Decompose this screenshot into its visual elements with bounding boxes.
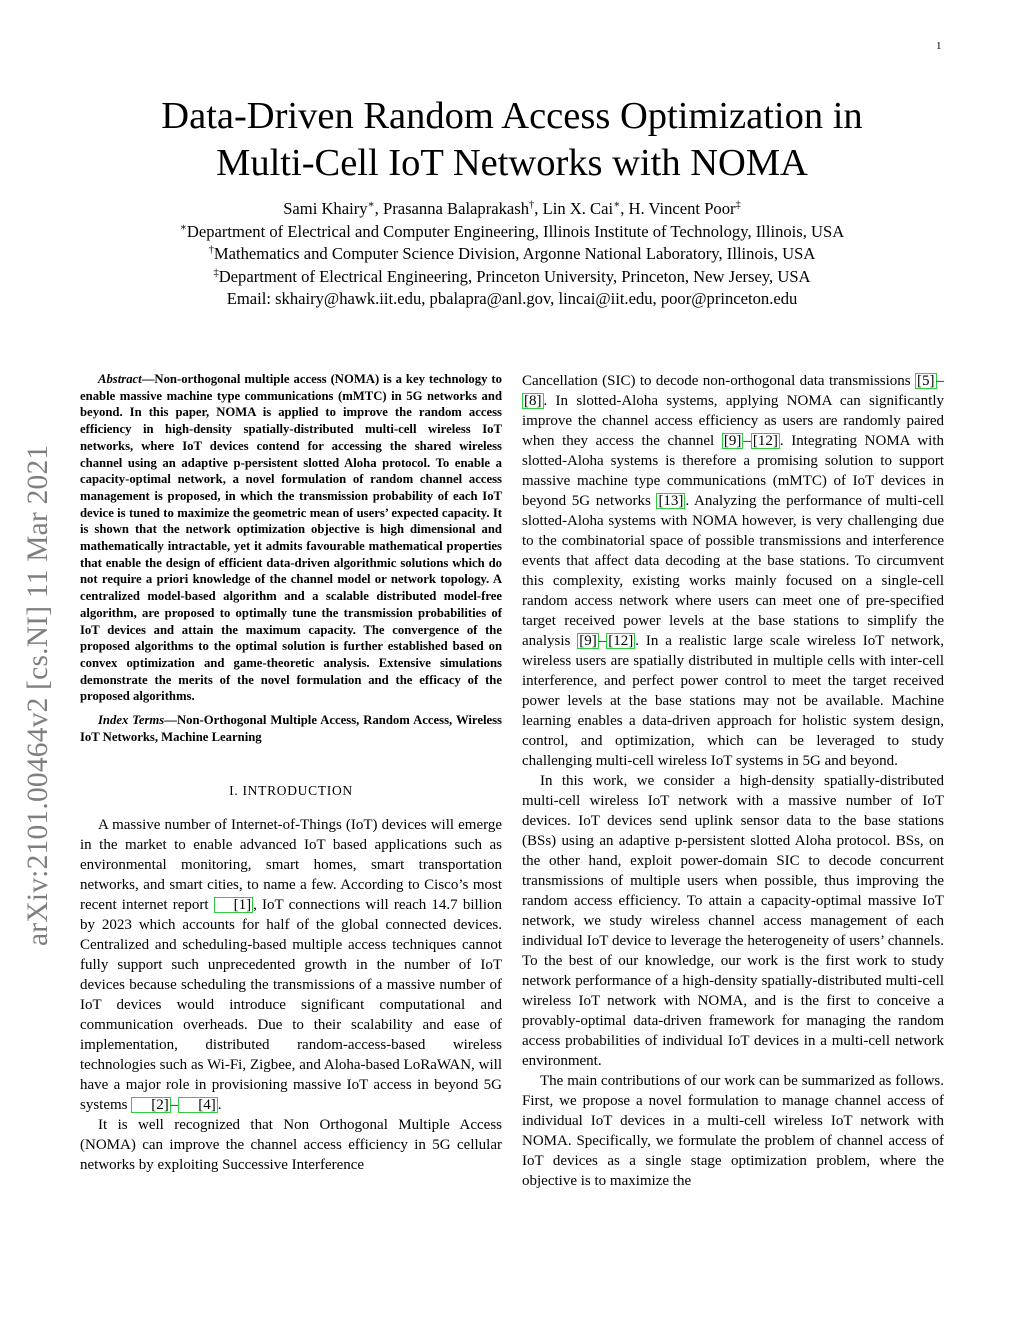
citation-link[interactable]: [8] bbox=[524, 393, 542, 409]
email-line: Email: skhairy@hawk.iit.edu, pbalapra@anl.gov, lincai@iit.edu, poor@princeton.edu bbox=[226, 289, 798, 308]
abstract-text: Non-orthogonal multiple access (NOMA) is a key technology to enable massive machine type communications (mMTC) in 5G networks and beyond. In this paper, NOMA is applied to improve the random access efficiency in high-density spatially-distributed multi-cell wireless IoT networks, where IoT devices contend for accessing the shared wireless channel using an adaptive p-persistent slotted Aloha protocol. To enable a capacity-optimal network, a novel formulation of random channel access management is proposed, in which the transmission probability of each IoT device is tuned to maximize the geometric mean of users’ expected capacity. It is shown that the network optimization objective is high dimensional and mathematically intractable, yet it admits favourable mathematical properties that enable the design of efficient data-driven algorithmic solutions which do not require a priori knowledge of the channel model or network topology. A centralized model-based algorithm and a scalable distributed model-free algorithm, are proposed to optimally tune the transmission probabilities of IoT devices and attain the maximum capacity. The convergence of the proposed algorithms to the optimal solution is further established based on convex optimization and game-theoretic analysis. Extensive simulations demonstrate the merits of the novel formulation and the efficacy of the proposed algorithms. bbox=[80, 372, 502, 704]
paragraph: Cancellation (SIC) to decode non-orthogonal data transmissions [5] –[8] . In slotted-Aloha systems, applying NOMA can significantly improve the channel access efficiency as users are randomly paired when they access the channel [9] – [12] . Integrating NOMA with slotted-Aloha systems is therefore a promising solution to support massive machine type communications (mMTC) of IoT devices in beyond 5G networks [13] . Analyzing the performance of multi-cell slotted-Aloha systems with NOMA however, is very challenging due to the combinatorial space of possible transmissions and interference events that affect data decoding at the base stations. To circumvent this complexity, existing works mainly focused on a single-cell random access network where users can meet one of pre-specified target received power levels at the base stations to simplify the analysis [9] – [12] . In a realistic large scale wireless IoT network, wireless users are spatially distributed in multiple cells with inter-cell interference, and perfect power control to meet the target received power levels at the base stations may not be available. Machine learning enables a data-driven approach for holistic system design, control, and optimization, which can be leveraged to study challenging multi-cell wireless IoT systems in 5G and beyond. bbox=[522, 373, 945, 769]
paragraph: The main contributions of our work can be summarized as follows. First, we propose a novel formulation to manage channel access of individual IoT devices in a multi-cell wireless IoT network with NOMA. Specifically, we formulate the problem of channel access of IoT devices as a single stage optimization problem, where the objective is to maximize the bbox=[522, 1073, 944, 1189]
affiliation-mark: ∗ bbox=[179, 221, 187, 233]
citation-link[interactable]: [5] bbox=[917, 373, 935, 389]
affiliation-mark: ‡ bbox=[735, 199, 741, 211]
author-name: H. Vincent Poor bbox=[628, 199, 736, 218]
affiliation-mark: † bbox=[529, 199, 535, 211]
affiliation-line: †Mathematics and Computer Science Division, Argonne National Laboratory, Illinois, USA bbox=[208, 244, 816, 263]
paragraph: A massive number of Internet-of-Things (IoT) devices will emerge in the market to enable advanced IoT based applications such as environmental monitoring, smart homes, smart transportation networks, and smart cities, to name a few. According to Cisco’s most recent internet report [1] , IoT connections will reach 14.7 billion by 2023 which accounts for half of the global connected devices. Centralized and scheduling-based multiple access techniques cannot fully support such unprecedented growth in the number of IoT devices because scheduling the transmissions of a massive number of IoT devices would introduce significant computational and communication overheads. Due to their scalability and ease of implementation, distributed random-access-based wireless technologies such as Wi-Fi, Zigbee, and Aloha-based LoRaWAN, will have a major role in provisioning massive IoT access in beyond 5G systems [2] – [4] . bbox=[80, 817, 502, 1114]
title-line-1: Data-Driven Random Access Optimization in bbox=[161, 95, 863, 137]
affiliation-mark: † bbox=[208, 244, 214, 256]
title-line-2: Multi-Cell IoT Networks with NOMA bbox=[216, 142, 808, 184]
paragraph: It is well recognized that Non Orthogonal Multiple Access (NOMA) can improve the channel access efficiency in 5G cellular networks by exploiting Successive Interference bbox=[80, 1117, 502, 1174]
abstract: Abstract—Non-orthogonal multiple access (NOMA) is a key technology to enable massive machine type communications (mMTC) in 5G networks and beyond. In this paper, NOMA is applied to improve the random access efficiency in high-density spatially-distributed multi-cell wireless IoT networks, where IoT devices contend for accessing the shared wireless channel using an adaptive p-persistent slotted Aloha protocol. To enable a capacity-optimal network, a novel formulation of random channel access management is proposed, in which the transmission probability of each IoT device is tuned to maximize the geometric mean of users’ expected capacity. It is shown that the network optimization objective is high dimensional and mathematically intractable, yet it admits favourable mathematical properties that enable the design of efficient data-driven algorithmic solutions which do not require a priori knowledge of the channel model or network topology. A centralized model-based algorithm and a scalable distributed model-free algorithm, are proposed to optimally tune the transmission probabilities of IoT devices and attain the maximum capacity. The convergence of the proposed algorithms to the optimal solution is further established based on convex optimization and game-theoretic analysis. Extensive simulations demonstrate the merits of the novel formulation and the efficacy of the proposed algorithms. bbox=[80, 372, 502, 704]
author-list: Sami Khairy∗, Prasanna Balaprakash†, Lin X. Cai∗, H. Vincent Poor‡ bbox=[283, 199, 741, 218]
paragraph: In this work, we consider a high-density spatially-distributed multi-cell wireless IoT network with a massive number of IoT devices. IoT devices send uplink sensor data to the base stations (BSs) using an adaptive p-persistent slotted Aloha protocol. BSs, on the other hand, exploit power-domain SIC to decode concurrent transmissions of multiple users when possible, thus improving the random access efficiency. To attain a capacity-optimal massive IoT network, we study wireless channel access management of each individual IoT device to leverage the heterogeneity of users’ channels. To the best of our knowledge, our work is the first work to study network performance of a high-density spatially-distributed multi-cell wireless IoT network with NOMA, and is the first to conceive a provably-optimal data-driven framework for managing the random access probabilities of individual IoT devices in a multi-cell network environment. bbox=[522, 773, 944, 1069]
author-name: Lin X. Cai bbox=[542, 199, 614, 218]
affiliation-line: ∗Department of Electrical and Computer Engineering, Illinois Institute of Technology, Illinois, USA bbox=[179, 221, 845, 241]
citation-link[interactable]: [1] bbox=[214, 897, 254, 913]
citation-link[interactable]: [4] bbox=[178, 1097, 218, 1113]
citation-link[interactable]: [13] bbox=[658, 493, 684, 509]
affiliation-line: ‡Department of Electrical Engineering, Princeton University, Princeton, New Jersey, USA bbox=[213, 266, 811, 286]
right-column bbox=[522, 371, 944, 1191]
author-block bbox=[80, 198, 944, 311]
index-terms-label: Index Terms bbox=[98, 713, 165, 728]
paper-title bbox=[80, 93, 944, 187]
index-terms: Index Terms—Non-Orthogonal Multiple Access, Random Access, Wireless IoT Networks, Machine Learning bbox=[80, 713, 502, 744]
abstract-label: Abstract bbox=[98, 372, 142, 386]
citation-link[interactable]: [2] bbox=[131, 1097, 171, 1113]
citation-link[interactable]: [9] bbox=[723, 433, 742, 449]
arxiv-identifier-stamp: arXiv:2101.00464v2 [cs.NI] 11 Mar 2021 bbox=[22, 444, 54, 946]
author-name: Sami Khairy bbox=[283, 199, 368, 218]
section-heading-introduction: I. INTRODUCTION bbox=[229, 783, 353, 799]
affiliation-mark: ‡ bbox=[213, 266, 219, 278]
affiliation-mark: ∗ bbox=[613, 199, 621, 211]
left-column bbox=[80, 371, 502, 1175]
author-name: Prasanna Balaprakash bbox=[382, 199, 530, 218]
citation-link[interactable]: [12] bbox=[752, 433, 778, 449]
index-terms-text: Non-Orthogonal Multiple Access, Random Access, Wireless IoT Networks, Machine Learning bbox=[80, 713, 502, 744]
affiliation-mark: ∗ bbox=[367, 199, 375, 211]
citation-link[interactable]: [9] bbox=[579, 633, 597, 649]
citation-link[interactable]: [12] bbox=[608, 633, 634, 649]
page-number: 1 bbox=[936, 40, 942, 52]
